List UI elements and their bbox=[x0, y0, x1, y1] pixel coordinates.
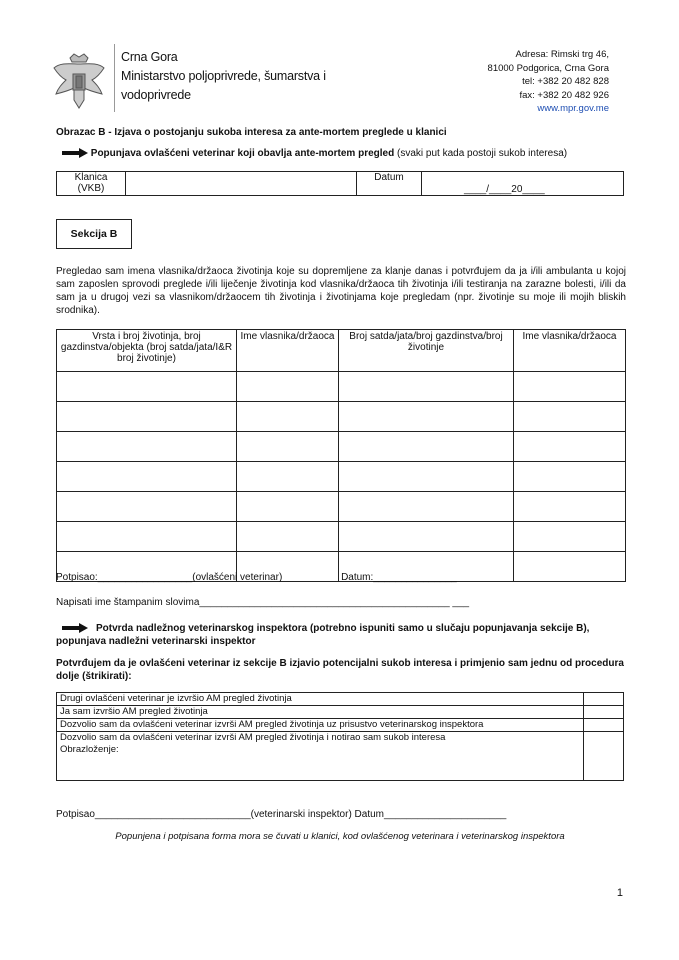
arrow-right-icon bbox=[62, 624, 88, 632]
option-label: Ja sam izvršio AM pregled životinja bbox=[57, 706, 584, 719]
confirmation-heading-text: Potvrda nadležnog veterinarskog inspektora (potrebno ispuniti samo u slučaju popunjavanja sekcije B), popunjava nadležni veterinarski inspektor bbox=[56, 623, 590, 647]
cell[interactable] bbox=[339, 492, 514, 522]
print-name-line: Napisati ime štampanim slovima_____________________________________________ ___ bbox=[56, 597, 470, 608]
form-title: Obrazac B - Izjava o postojanju sukoba interesa za ante-mortem preglede u klanici bbox=[56, 127, 447, 138]
header-divider bbox=[114, 44, 115, 112]
table-row bbox=[57, 402, 626, 432]
animals-table bbox=[56, 329, 626, 582]
phone-line: tel: +382 20 482 828 bbox=[522, 76, 609, 87]
datum-input[interactable] bbox=[422, 172, 624, 196]
vkb-label: (VKB) bbox=[77, 183, 105, 194]
ministry-line: Crna Gora bbox=[121, 50, 178, 64]
cell[interactable] bbox=[237, 462, 339, 492]
confirmation-text: Potvrđujem da je ovlašćeni veterinar iz sekcije B izjavio potencijalni sukob interesa i primjenio sam jednu od procedura dolje (štrikirati): bbox=[56, 658, 624, 682]
footer-note: Popunjena i potpisana forma mora se čuvati u klanici, kod ovlašćenog veterinara i veterinarskog inspektora bbox=[115, 831, 565, 842]
table-row bbox=[57, 732, 624, 781]
cell[interactable] bbox=[339, 522, 514, 552]
table-row bbox=[57, 719, 624, 732]
procedure-options-table bbox=[56, 692, 624, 781]
ministry-line: vodoprivrede bbox=[121, 88, 191, 102]
cell[interactable] bbox=[339, 372, 514, 402]
cell[interactable] bbox=[339, 402, 514, 432]
inspector-signature-line: Potpisao____________________________(veterinarski inspektor) Datum______________________ bbox=[56, 809, 507, 820]
table-row bbox=[57, 432, 626, 462]
cell[interactable] bbox=[514, 522, 626, 552]
table-row bbox=[57, 693, 624, 706]
cell[interactable] bbox=[57, 432, 237, 462]
cell[interactable] bbox=[339, 432, 514, 462]
header-cell: Vrsta i broj životinja, broj gazdinstva/objekta (broj satda/jata/I&R broj životinje) bbox=[57, 330, 237, 372]
address-line: 81000 Podgorica, Crna Gora bbox=[487, 62, 609, 74]
header-cell: Ime vlasnika/držaoca bbox=[237, 330, 339, 372]
inspector-confirmation-heading bbox=[56, 622, 624, 648]
filled-by-note bbox=[62, 148, 567, 159]
cell[interactable] bbox=[237, 372, 339, 402]
justification-label: Obrazloženje: bbox=[60, 744, 119, 755]
ministry-name bbox=[121, 48, 326, 105]
option-with-justification[interactable] bbox=[57, 732, 584, 781]
page-number: 1 bbox=[616, 887, 623, 899]
cell[interactable] bbox=[514, 492, 626, 522]
option-checkbox[interactable] bbox=[584, 693, 624, 706]
section-b-paragraph: Pregledao sam imena vlasnika/držaoca životinja koje su dopremljene za klanje danas i potvrđujem da ja i/ili ambulanta u kojoj sam zaposlen sprovodi preglede i/ili liječenje životinja kod vlasnika/držaoca tih životinja i/ili testiranja na zarazne bolesti, i/ili da sam ja u drugoj vezi sa vlasnikom/držaocem tih životinja i životinjama koje pregledam (npr. životinje su moje ili mojih bliskih srodnika). bbox=[56, 266, 626, 316]
header-cell: Ime vlasnika/držaoca bbox=[514, 330, 626, 372]
contact-address bbox=[488, 48, 609, 116]
table-row bbox=[57, 372, 626, 402]
vet-date: Datum:_______________ bbox=[341, 572, 457, 583]
option-checkbox[interactable] bbox=[584, 719, 624, 732]
cell[interactable] bbox=[57, 402, 237, 432]
cell[interactable] bbox=[57, 492, 237, 522]
filled-by-bold: Popunjava ovlašćeni veterinar koji obavlja ante-mortem pregled bbox=[90, 148, 395, 159]
option-label: Drugi ovlašćeni veterinar je izvršio AM pregled životinja bbox=[57, 693, 584, 706]
datum-label: Datum bbox=[357, 172, 422, 196]
website-link[interactable]: www.mpr.gov.me bbox=[537, 103, 609, 114]
cell[interactable] bbox=[57, 522, 237, 552]
address-line: Adresa: Rimski trg 46, bbox=[515, 49, 609, 60]
arrow-right-icon bbox=[62, 149, 88, 157]
vet-signature: Potpisao:_________________(ovlašćeni veterinar) bbox=[56, 572, 283, 583]
cell[interactable] bbox=[514, 402, 626, 432]
section-b-label: Sekcija B bbox=[56, 219, 132, 249]
cell[interactable] bbox=[57, 372, 237, 402]
option-label: Dozvolio sam da ovlašćeni veterinar izvrši AM pregled životinja i notirao sam sukob interesa bbox=[60, 732, 446, 743]
coat-of-arms-icon bbox=[50, 52, 108, 112]
cell[interactable] bbox=[514, 432, 626, 462]
cell[interactable] bbox=[514, 462, 626, 492]
klanica-label-cell bbox=[57, 172, 126, 196]
cell[interactable] bbox=[237, 492, 339, 522]
klanica-label: Klanica bbox=[74, 172, 108, 183]
cell[interactable] bbox=[339, 462, 514, 492]
datum-value: ____/____20____ bbox=[464, 184, 545, 195]
option-checkbox[interactable] bbox=[584, 732, 624, 781]
option-checkbox[interactable] bbox=[584, 706, 624, 719]
vet-signature-line bbox=[56, 572, 457, 583]
option-label: Dozvolio sam da ovlašćeni veterinar izvrši AM pregled životinja uz prisustvo veterinarskog inspektora bbox=[57, 719, 584, 732]
cell[interactable] bbox=[237, 402, 339, 432]
slaughterhouse-table bbox=[56, 171, 624, 196]
klanica-input[interactable] bbox=[126, 172, 357, 196]
header-cell: Broj satda/jata/broj gazdinstva/broj životinje bbox=[339, 330, 514, 372]
table-row bbox=[57, 492, 626, 522]
table-row bbox=[57, 706, 624, 719]
table-row bbox=[57, 462, 626, 492]
cell[interactable] bbox=[57, 462, 237, 492]
filled-by-rest: (svaki put kada postoji sukob interesa) bbox=[394, 148, 568, 159]
table-row bbox=[57, 522, 626, 552]
cell[interactable] bbox=[237, 522, 339, 552]
cell[interactable] bbox=[237, 432, 339, 462]
fax-line: fax: +382 20 482 926 bbox=[519, 89, 609, 101]
cell[interactable] bbox=[514, 372, 626, 402]
cell[interactable] bbox=[514, 552, 626, 582]
ministry-line: Ministarstvo poljoprivrede, šumarstva i bbox=[121, 69, 326, 83]
